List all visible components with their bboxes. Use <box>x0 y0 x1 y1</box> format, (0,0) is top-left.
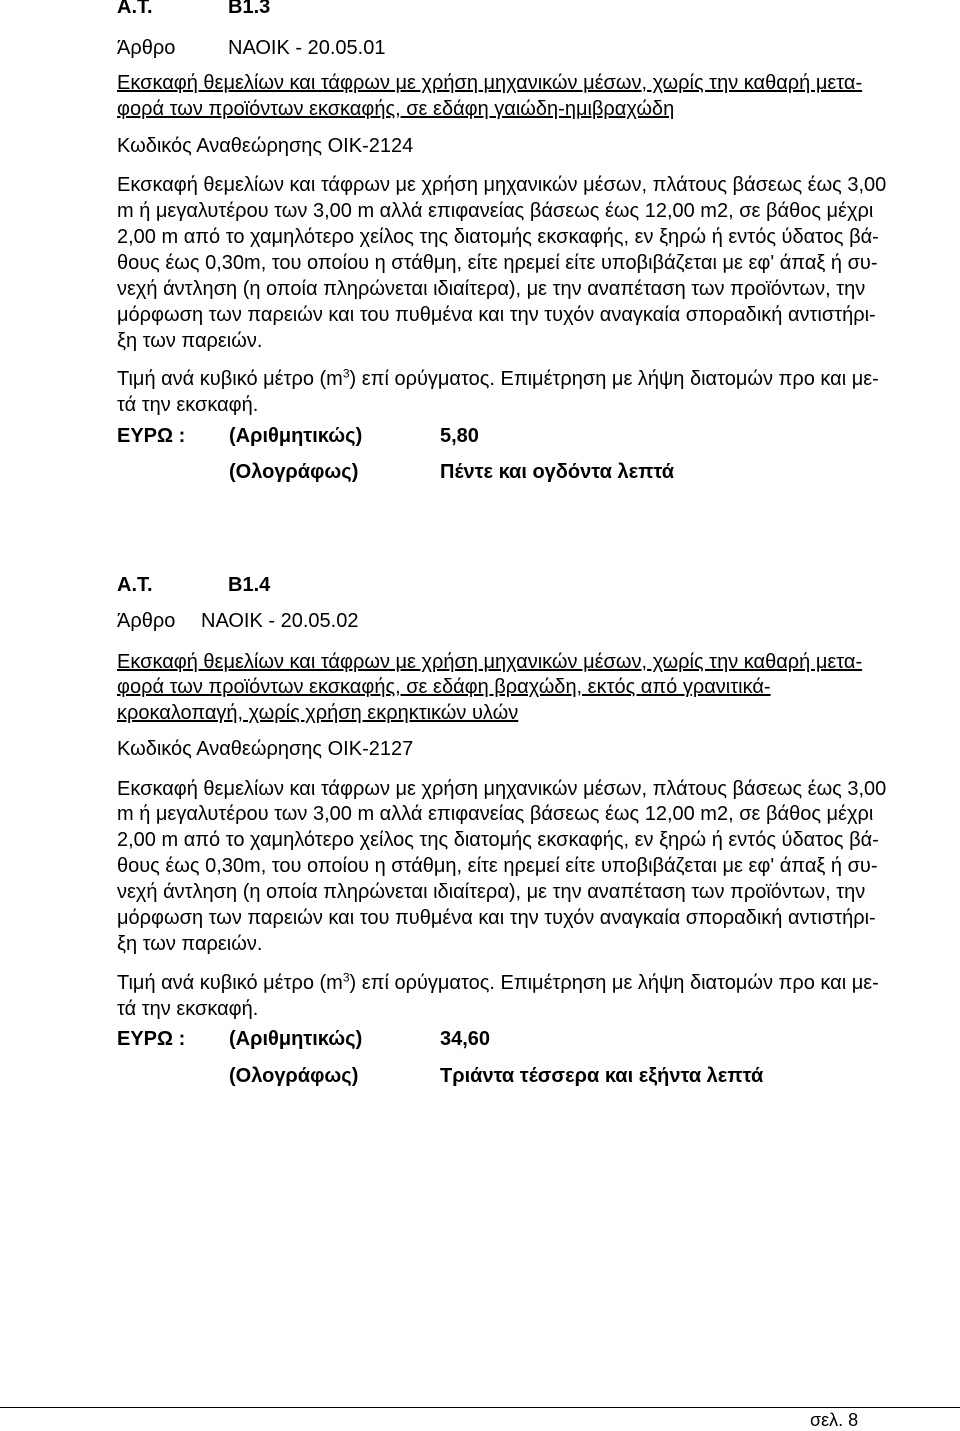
description-line: m ή μεγαλυτέρου των 3,00 m αλλά επιφανείας βάσεως έως 12,00 m2, σε βάθος μέχρι <box>117 200 874 222</box>
words-label: (Ολογράφως) <box>229 461 359 483</box>
numeric-value: 34,60 <box>440 1028 491 1050</box>
at-label: Α.Τ. <box>117 574 153 596</box>
arthro-value: ΝΑΟΙΚ - 20.05.01 <box>228 37 386 59</box>
revision-code: Κωδικός Αναθεώρησης ΟΙΚ-2127 <box>117 738 414 760</box>
price-unit-line <box>117 367 879 391</box>
description-line: ξη των παρειών. <box>117 933 263 955</box>
description-line: θους έως 0,30m, του οποίου η στάθμη, είτε ηρεμεί είτε υποβιβάζεται με εφ' άπαξ ή συ- <box>117 252 878 274</box>
at-label: Α.Τ. <box>117 0 153 18</box>
footer-divider <box>0 1407 960 1408</box>
description-line: νεχή άντληση (η οποία πληρώνεται ιδιαίτερα), με την αναπέταση των προϊόντων, την <box>117 278 866 300</box>
arthro-label: Άρθρο <box>117 610 176 632</box>
item-title-line: Εκσκαφή θεμελίων και τάφρων με χρήση μηχανικών μέσων, χωρίς την καθαρή μετα- <box>117 72 863 94</box>
price-unit-text: Τιμή ανά κυβικό μέτρο (m <box>117 368 343 390</box>
description-line: 2,00 m από το χαμηλότερο χείλος της διατομής εκσκαφής, εν ξηρώ ή εντός ύδατος βά- <box>117 226 879 248</box>
description-line: Εκσκαφή θεμελίων και τάφρων με χρήση μηχανικών μέσων, πλάτους βάσεως έως 3,00 <box>117 174 887 196</box>
arthro-value: ΝΑΟΙΚ - 20.05.02 <box>201 610 359 632</box>
euro-label: ΕΥΡΩ : <box>117 425 186 447</box>
description-line: Εκσκαφή θεμελίων και τάφρων με χρήση μηχανικών μέσων, πλάτους βάσεως έως 3,00 <box>117 778 887 800</box>
item-title-line: φορά των προϊόντων εκσκαφής, σε εδάφη βραχώδη, εκτός από γρανιτικά- <box>117 676 771 698</box>
price-unit-line <box>117 971 879 995</box>
arthro-label: Άρθρο <box>117 37 176 59</box>
description-line: 2,00 m από το χαμηλότερο χείλος της διατομής εκσκαφής, εν ξηρώ ή εντός ύδατος βά- <box>117 829 879 851</box>
description-line: μόρφωση των παρειών και του πυθμένα και την τυχόν αναγκαία σποραδική αντιστήρι- <box>117 907 876 929</box>
item-title-line: φορά των προϊόντων εκσκαφής, σε εδάφη γαιώδη-ημιβραχώδη <box>117 98 675 120</box>
at-value: Β1.3 <box>228 0 271 18</box>
words-value: Τριάντα τέσσερα και εξήντα λεπτά <box>440 1065 764 1087</box>
numeric-label: (Αριθμητικώς) <box>229 425 363 447</box>
numeric-label: (Αριθμητικώς) <box>229 1028 363 1050</box>
price-unit-line: τά την εκσκαφή. <box>117 998 259 1020</box>
numeric-value: 5,80 <box>440 425 479 447</box>
item-title-line: Εκσκαφή θεμελίων και τάφρων με χρήση μηχανικών μέσων, χωρίς την καθαρή μετα- <box>117 651 863 673</box>
description-line: θους έως 0,30m, του οποίου η στάθμη, είτε ηρεμεί είτε υποβιβάζεται με εφ' άπαξ ή συ- <box>117 855 878 877</box>
price-unit-text: ) επί ορύγματος. Επιμέτρηση με λήψη διατομών προ και με- <box>349 368 879 390</box>
page-number: σελ. 8 <box>810 1410 859 1430</box>
revision-code: Κωδικός Αναθεώρησης ΟΙΚ-2124 <box>117 135 414 157</box>
description-line: ξη των παρειών. <box>117 330 263 352</box>
words-value: Πέντε και ογδόντα λεπτά <box>440 461 675 483</box>
description-line: νεχή άντληση (η οποία πληρώνεται ιδιαίτερα), με την αναπέταση των προϊόντων, την <box>117 881 866 903</box>
price-unit-line: τά την εκσκαφή. <box>117 394 259 416</box>
price-unit-superscript: 3 <box>342 970 350 985</box>
description-line: μόρφωση των παρειών και του πυθμένα και την τυχόν αναγκαία σποραδική αντιστήρι- <box>117 304 876 326</box>
item-title-line: κροκαλοπαγή, χωρίς χρήση εκρηκτικών υλών <box>117 702 519 724</box>
description-line: m ή μεγαλυτέρου των 3,00 m αλλά επιφανείας βάσεως έως 12,00 m2, σε βάθος μέχρι <box>117 803 874 825</box>
price-unit-superscript: 3 <box>342 366 350 381</box>
euro-label: ΕΥΡΩ : <box>117 1028 186 1050</box>
price-unit-text: ) επί ορύγματος. Επιμέτρηση με λήψη διατομών προ και με- <box>349 972 879 994</box>
at-value: Β1.4 <box>228 574 271 596</box>
price-unit-text: Τιμή ανά κυβικό μέτρο (m <box>117 972 343 994</box>
words-label: (Ολογράφως) <box>229 1065 359 1087</box>
